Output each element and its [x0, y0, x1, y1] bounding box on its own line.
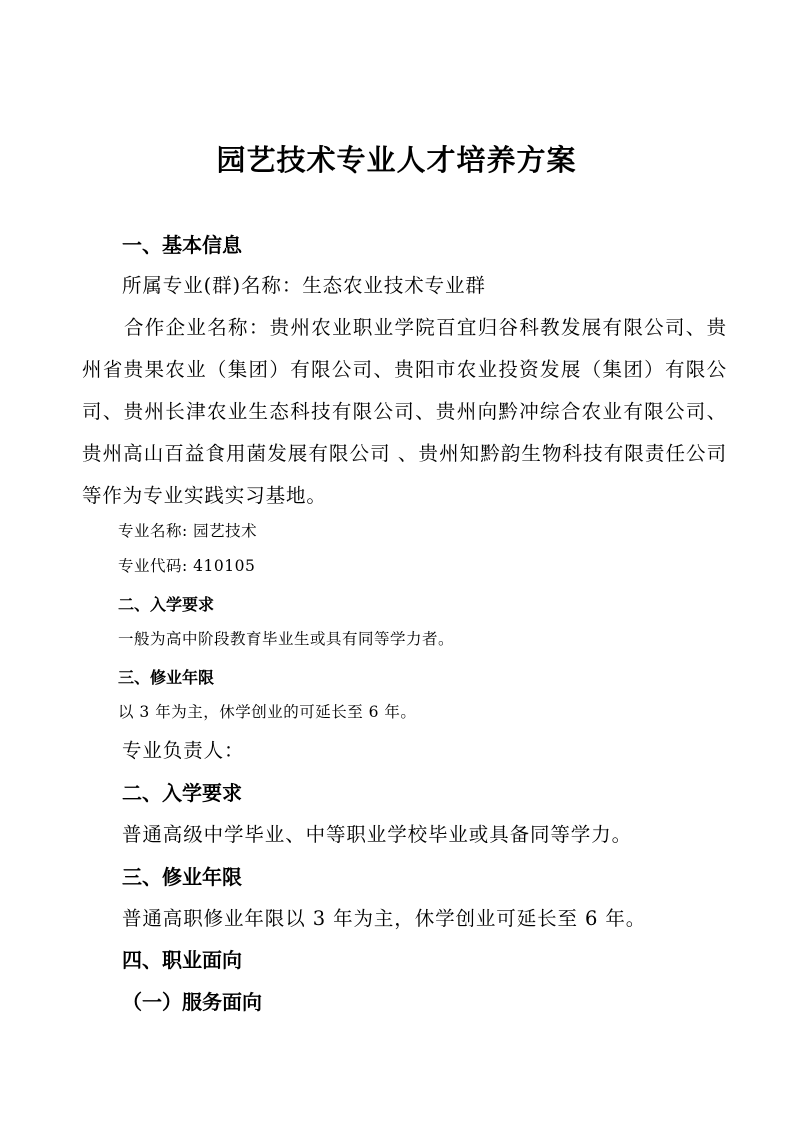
section-basic-info-heading: 一、基本信息: [122, 233, 242, 257]
major-code-line: 专业代码: 410105: [118, 557, 256, 575]
cooperation-enterprises-paragraph: 合作企业名称：贵州农业职业学院百宜归谷科教发展有限公司、贵州省贵果农业（集团）有限公司、贵阳市农业投资发展（集团）有限公司、贵州长津农业生态科技有限公司、贵州向黔冲综合农业有限公司、贵州高山百益食用菌发展有限公司 、贵州知黔韵生物科技有限责任公司等作为专业实践实习基地。: [82, 316, 727, 507]
admission-text-b: 普通高级中学毕业、中等职业学校毕业或具备同等学力。: [122, 823, 633, 846]
section-duration-heading-b: 三、修业年限: [122, 865, 242, 889]
duration-text-b: 普通高职修业年限以 3 年为主，休学创业可延长至 6 年。: [122, 907, 647, 930]
service-orientation-subheading: （一）服务面向: [122, 990, 262, 1014]
section-admission-heading-a: 二、入学要求: [118, 595, 215, 614]
major-group-line: 所属专业(群)名称：生态农业技术专业群: [122, 274, 486, 297]
section-duration-heading-a: 三、修业年限: [118, 668, 215, 687]
section-career-heading: 四、职业面向: [122, 948, 242, 972]
admission-text-a: 一般为高中阶段教育毕业生或具有同等学力者。: [118, 630, 455, 648]
major-name-line: 专业名称: 园艺技术: [118, 522, 258, 540]
document-title: 园艺技术专业人才培养方案: [216, 143, 577, 177]
major-leader-line: 专业负责人：: [122, 739, 245, 762]
section-admission-heading-b: 二、入学要求: [122, 781, 242, 805]
duration-text-a: 以 3 年为主，休学创业的可延长至 6 年。: [118, 703, 417, 721]
